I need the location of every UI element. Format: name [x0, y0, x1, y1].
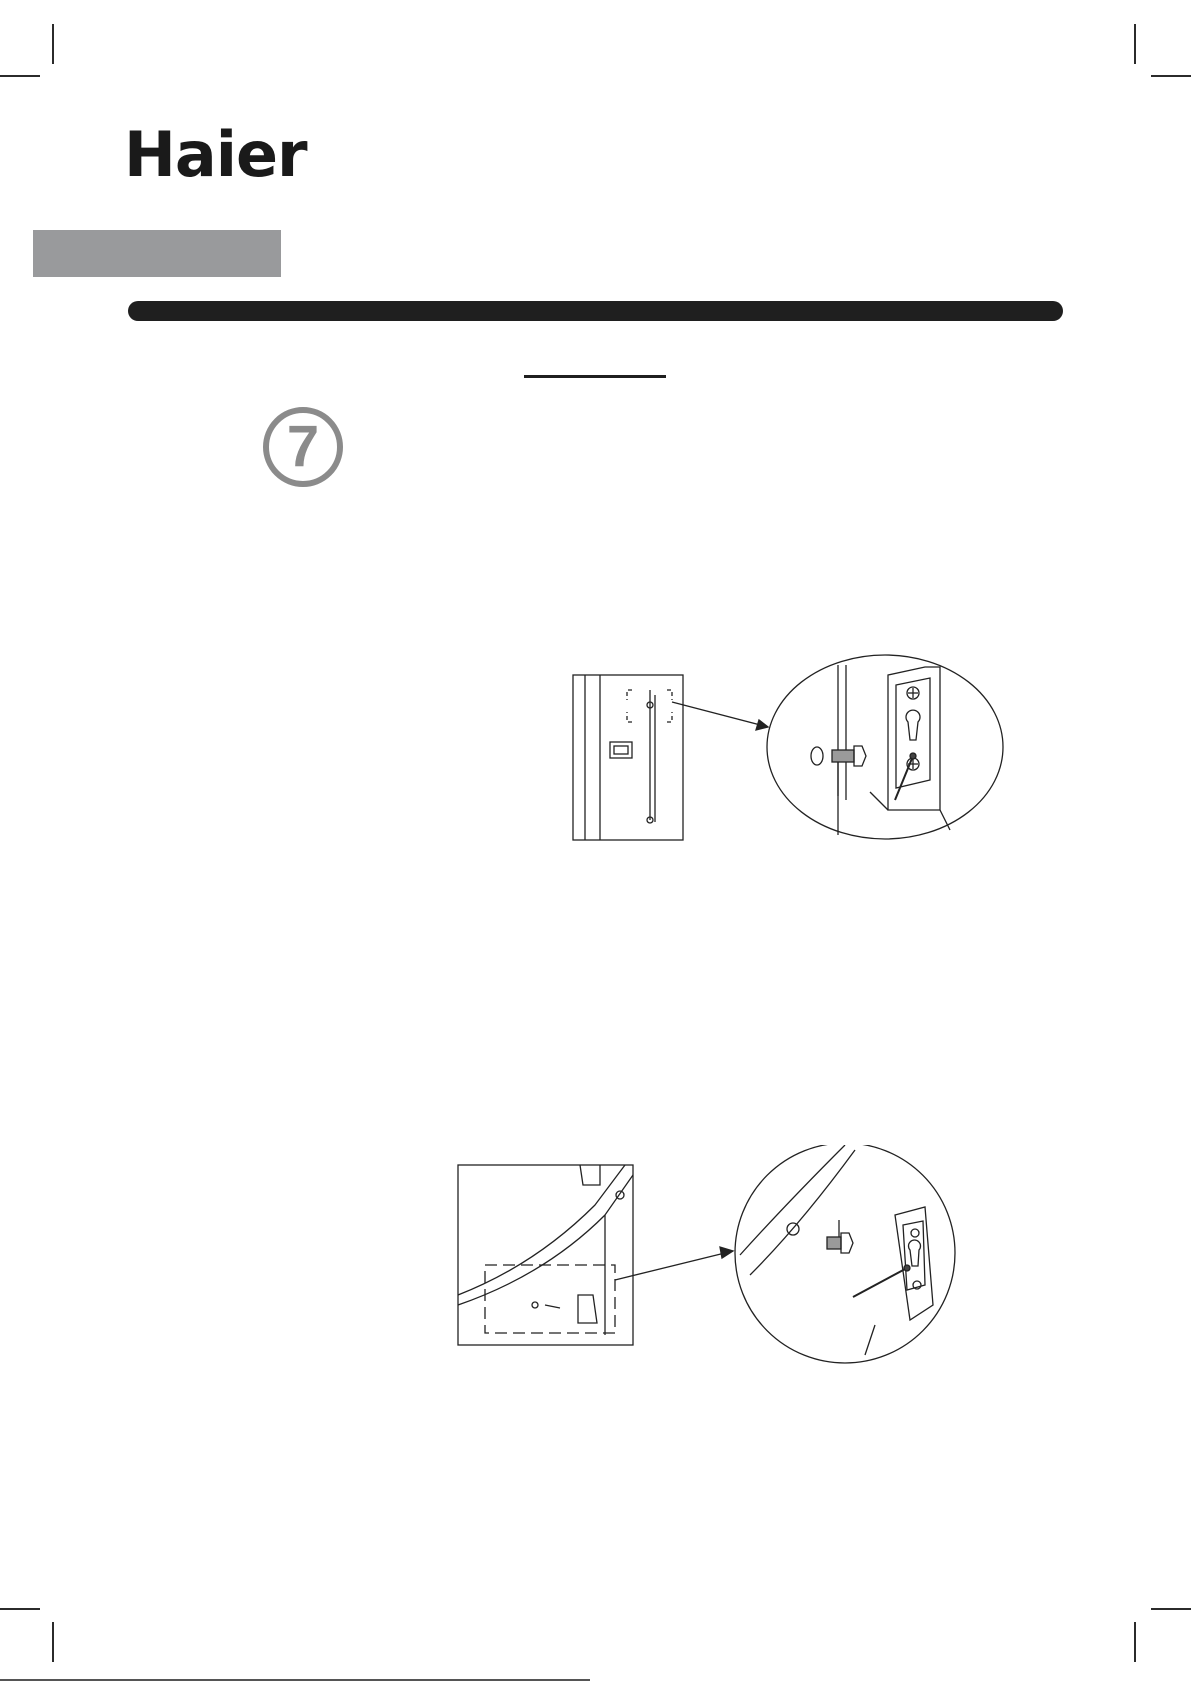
crop-mark — [52, 24, 54, 64]
figure-top-hinge — [570, 650, 1020, 850]
crop-mark — [0, 75, 40, 77]
brand-logo: Haier — [124, 118, 307, 191]
crop-mark — [0, 1608, 40, 1610]
fridge-bottom-view — [458, 1165, 633, 1345]
bolt-icon — [827, 1237, 841, 1249]
zoom-arrow — [672, 702, 768, 727]
crop-mark — [1134, 24, 1136, 64]
step-number-badge — [263, 407, 343, 487]
zoom-detail-circle — [735, 1145, 955, 1363]
crop-mark — [1151, 75, 1191, 77]
crop-mark — [1151, 1608, 1191, 1610]
heading-underline — [524, 375, 666, 378]
keyhole-slot-icon — [906, 710, 920, 740]
bolt-icon — [832, 750, 854, 762]
bottom-rule — [0, 1679, 590, 1681]
header-rule — [128, 301, 1063, 321]
hinge-bracket — [895, 1207, 933, 1320]
washer-icon — [811, 747, 823, 765]
zoom-detail-circle — [767, 655, 1003, 839]
step-number: 7 — [286, 414, 320, 479]
section-tab — [33, 230, 281, 277]
figure-bottom-hinge — [455, 1145, 980, 1365]
crop-mark — [1134, 1622, 1136, 1662]
control-panel-icon — [610, 742, 632, 758]
keyhole-slot-icon — [909, 1240, 921, 1266]
crop-mark — [52, 1622, 54, 1662]
